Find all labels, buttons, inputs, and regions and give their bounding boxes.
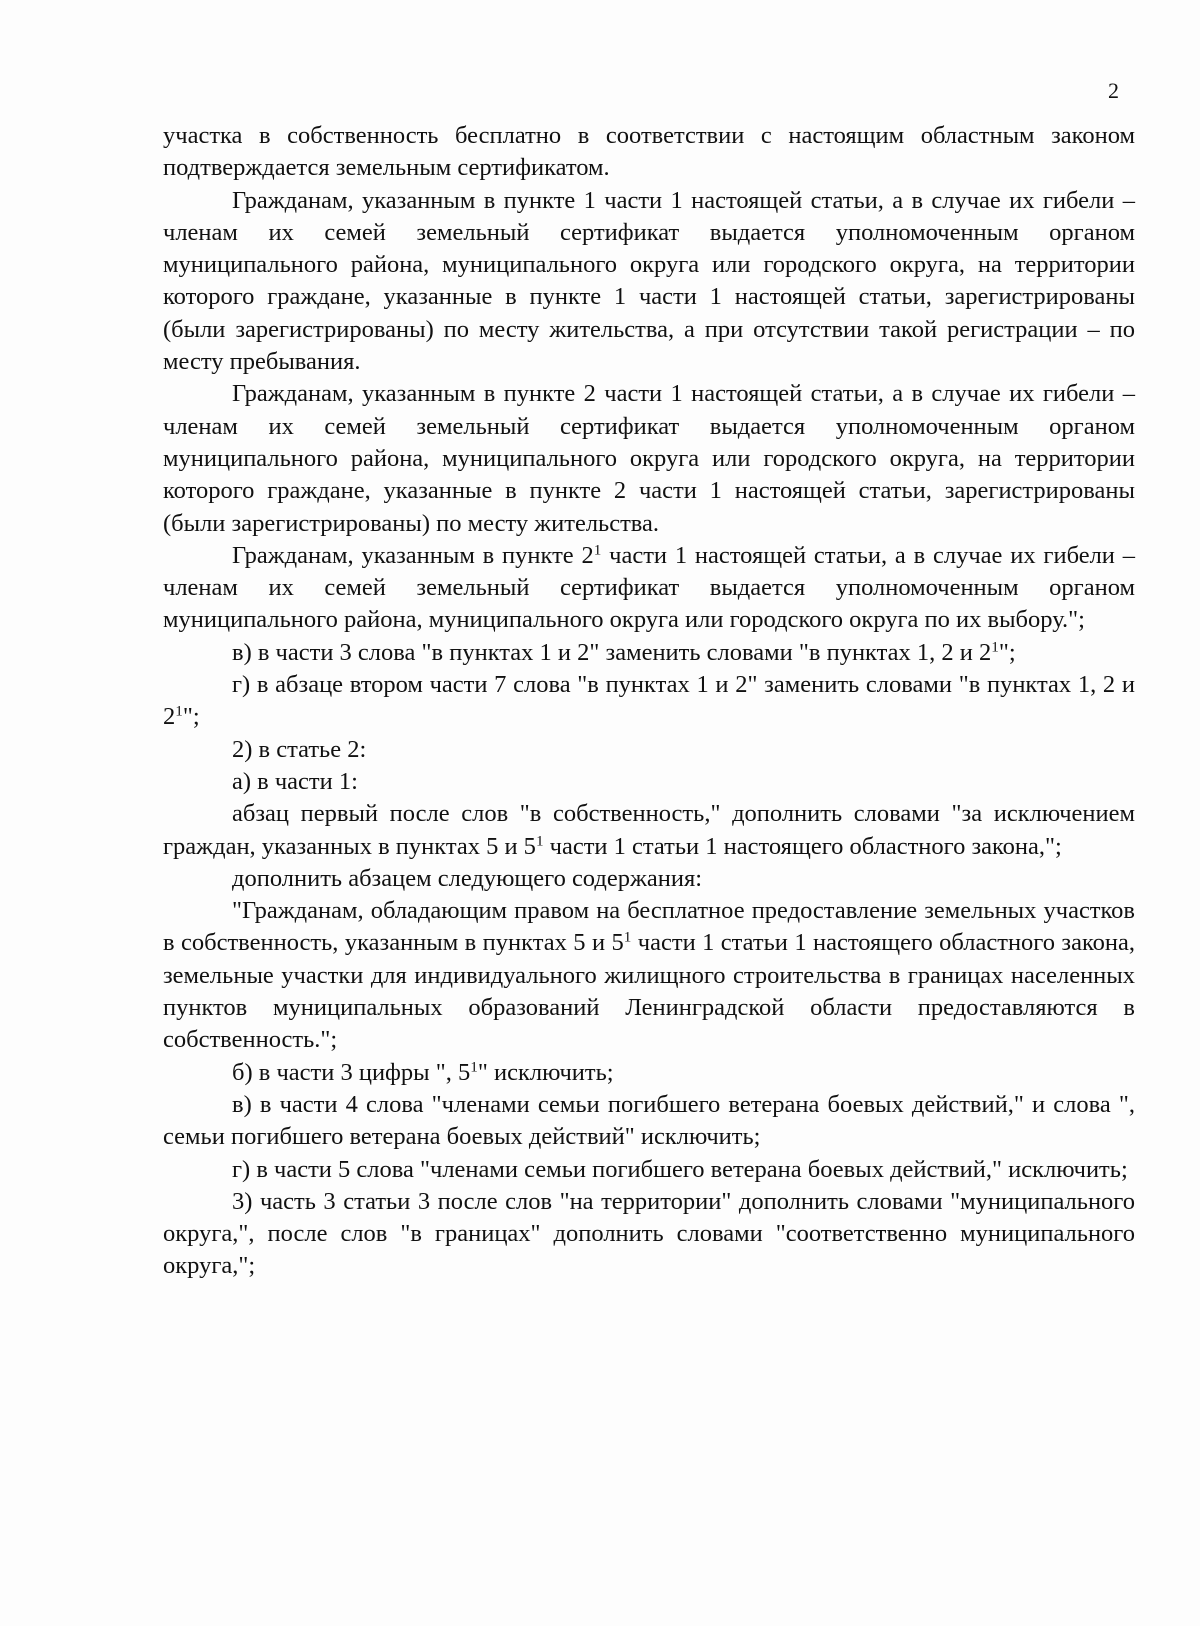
- paragraph-0: [163, 120, 1135, 185]
- paragraph-text: ";: [182, 703, 200, 731]
- superscript-index: 1: [593, 541, 602, 559]
- paragraph-text: Гражданам, указанным в пункте 1 части 1 настоящей статьи, а в случае их гибели – членам их семей земельный сертификат выдается уполномоченным органом муниципального района, муниципального округа или городского округа, на территории которого граждане, указанные в пункте 1 части 1 настоящей статьи, зарегистрированы (были зарегистрированы) по месту жительства, а при отсутствии такой регистрации – по месту пребывания.: [163, 186, 1135, 376]
- paragraph-13: [163, 1154, 1135, 1186]
- paragraph-text: Гражданам, указанным в пункте 2 части 1 настоящей статьи, а в случае их гибели – членам их семей земельный сертификат выдается уполномоченным органом муниципального района, муниципального округа или городского округа, на территории которого граждане, указанные в пункте 2 части 1 настоящей статьи, зарегистрированы (были зарегистрированы) по месту жительства.: [163, 380, 1135, 537]
- paragraph-text: абзац первый после слов "в собственность," дополнить словами "за исключением граждан, указанных в пунктах 5 и 5: [163, 800, 1135, 860]
- paragraph-text: в) в части 4 слова "членами семьи погибшего ветерана боевых действий," и слова ", семьи погибшего ветерана боевых действий" исключить;: [163, 1090, 1135, 1151]
- paragraph-text: "Гражданам, обладающим правом на бесплатное предоставление земельных участков в собственность, указанным в пунктах 5 и 5: [163, 897, 1135, 957]
- paragraph-14: [163, 1186, 1135, 1283]
- document-body: [163, 120, 1135, 1283]
- paragraph-11: [163, 1057, 1135, 1089]
- paragraph-7: [163, 766, 1135, 798]
- superscript-index: 1: [175, 703, 183, 720]
- paragraph-text: 2) в статье 2:: [232, 735, 367, 763]
- paragraph-text: Гражданам, указанным в пункте 2: [232, 541, 594, 569]
- paragraph-text: а) в части 1:: [232, 767, 358, 795]
- page-number: 2: [1108, 78, 1119, 103]
- paragraph-6: [163, 734, 1135, 766]
- paragraph-10: [163, 895, 1135, 1056]
- paragraph-2: [163, 378, 1135, 539]
- paragraph-text: ";: [998, 638, 1016, 666]
- paragraph-text: части 1 статьи 1 настоящего областного закона,";: [543, 832, 1062, 860]
- paragraph-12: [163, 1089, 1135, 1154]
- paragraph-3: [163, 540, 1135, 637]
- superscript-index: 1: [535, 832, 544, 850]
- paragraph-8: [163, 798, 1135, 863]
- paragraph-5: [163, 669, 1135, 734]
- paragraph-text: участка в собственность бесплатно в соответствии с настоящим областным законом подтверждается земельным сертификатом.: [163, 122, 1135, 182]
- paragraph-text: " исключить;: [477, 1058, 614, 1086]
- superscript-index: 1: [470, 1058, 478, 1076]
- paragraph-text: г) в части 5 слова "членами семьи погибшего ветерана боевых действий," исключить;: [232, 1155, 1128, 1183]
- superscript-index: 1: [991, 638, 999, 656]
- paragraph-9: [163, 863, 1135, 895]
- paragraph-text: г) в абзаце втором части 7 слова "в пунктах 1 и 2" заменить словами "в пунктах 1, 2 и 2: [163, 671, 1135, 731]
- paragraph-text: б) в части 3 цифры ", 5: [232, 1058, 471, 1086]
- paragraph-text: в) в части 3 слова "в пунктах 1 и 2" заменить словами "в пунктах 1, 2 и 2: [232, 638, 992, 666]
- paragraph-1: [163, 185, 1135, 379]
- paragraph-4: [163, 637, 1135, 669]
- superscript-index: 1: [623, 929, 632, 947]
- paragraph-text: части 1 статьи 1 настоящего областного закона, земельные участки для индивидуального жилищного строительства в границах населенных пунктов муниципальных образований Ленинградской области предоставляются в собственность.";: [163, 929, 1135, 1054]
- paragraph-text: части 1 настоящей статьи, а в случае их гибели – членам их семей земельный сертификат выдается уполномоченным органом муниципального района, муниципального округа или городского округа по их выбору.";: [163, 541, 1135, 634]
- paragraph-text: дополнить абзацем следующего содержания:: [232, 864, 703, 892]
- paragraph-text: 3) часть 3 статьи 3 после слов "на территории" дополнить словами "муниципального округа,", после слов "в границах" дополнить словами "соответственно муниципального округа,";: [163, 1187, 1135, 1280]
